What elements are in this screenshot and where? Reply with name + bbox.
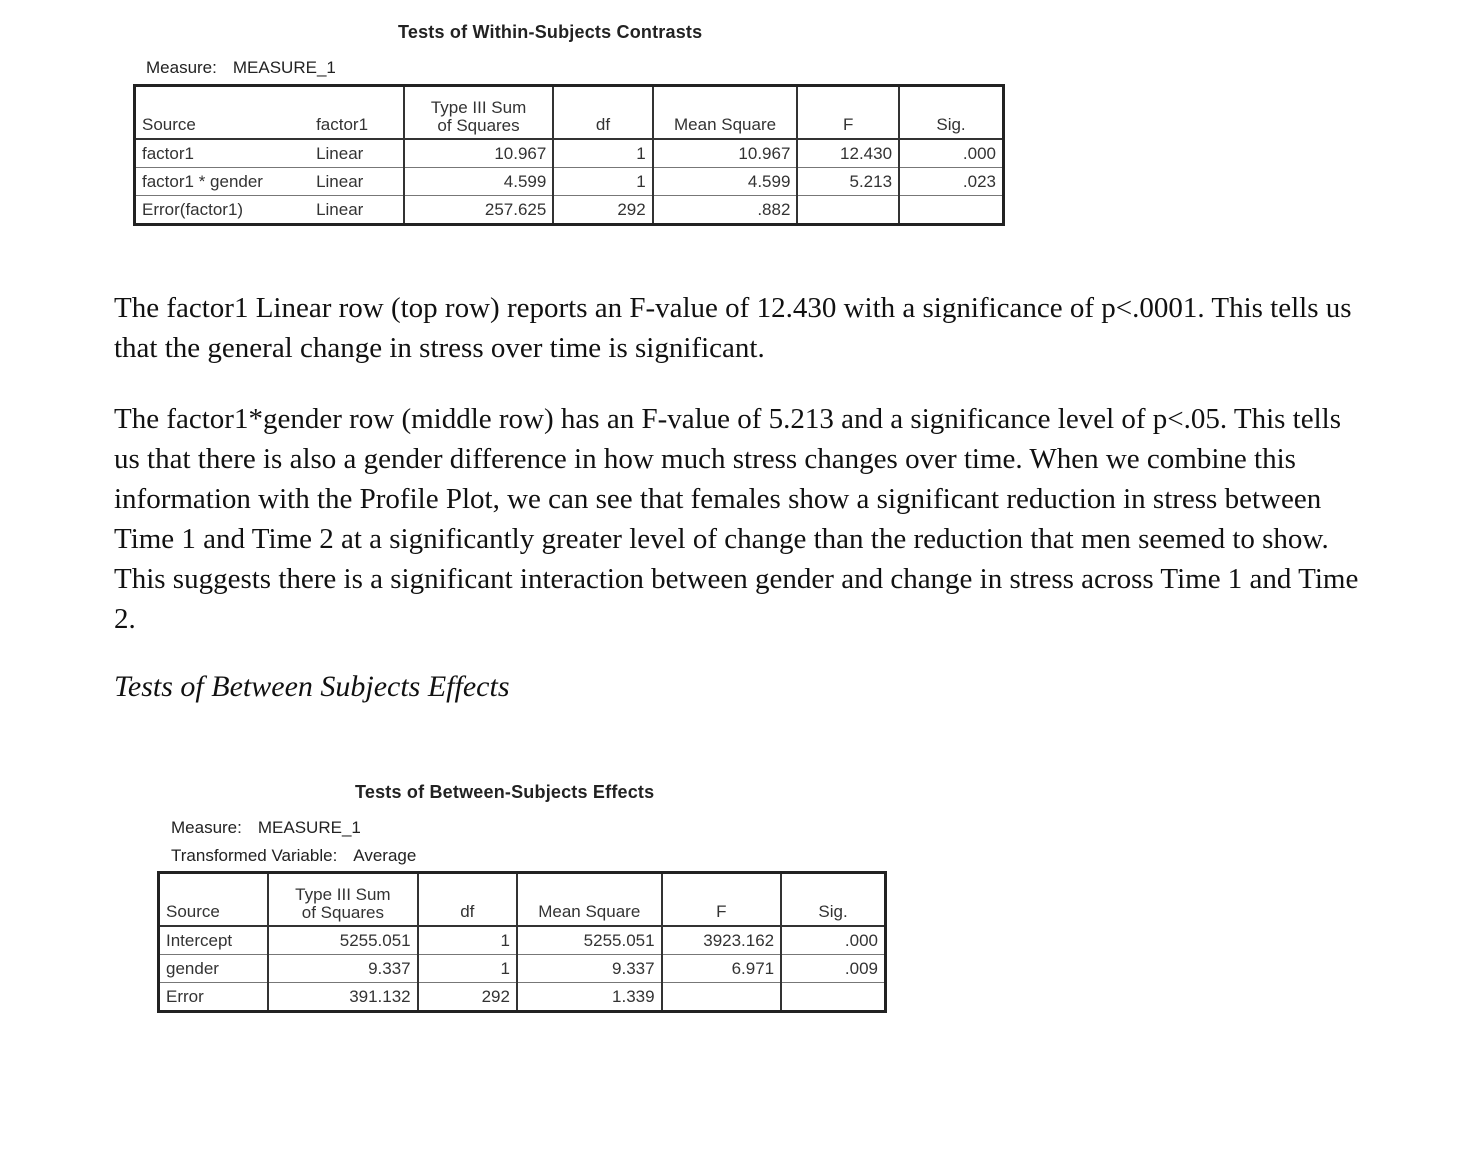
cell-ss: 391.132 <box>268 983 418 1012</box>
header-ss-line2: of Squares <box>301 903 384 922</box>
within-measure-line <box>146 58 336 78</box>
table-header-row <box>159 873 886 927</box>
cell-source: Intercept <box>159 926 269 955</box>
cell-factor: Linear <box>310 139 404 168</box>
measure-label: Measure: <box>171 818 242 837</box>
cell-ss: 5255.051 <box>268 926 418 955</box>
cell-ms: 5255.051 <box>517 926 662 955</box>
cell-df: 1 <box>418 926 517 955</box>
table-row <box>159 955 886 983</box>
header-df: df <box>418 873 517 927</box>
header-sum-of-squares <box>268 873 418 927</box>
table-row <box>135 168 1004 196</box>
header-sum-of-squares <box>404 86 554 140</box>
cell-df: 292 <box>418 983 517 1012</box>
table-row <box>135 196 1004 225</box>
cell-df: 1 <box>553 139 652 168</box>
cell-factor: Linear <box>316 200 364 219</box>
paragraph-factor1: The factor1 Linear row (top row) reports an F-value of 12.430 with a significance of p<.0001. This tells us that the general change in stress over time is significant. <box>114 292 1352 364</box>
transformed-variable-value: Average <box>353 846 417 865</box>
cell-sig: .000 <box>781 926 885 955</box>
cell-sig: .023 <box>899 168 1003 196</box>
header-factor: factor1 <box>310 86 404 140</box>
table-row <box>135 139 1004 168</box>
header-df: df <box>553 86 652 140</box>
header-source: Source <box>159 873 269 927</box>
within-subjects-table <box>133 84 1005 226</box>
paragraph-factor1-gender: The factor1*gender row (middle row) has an F-value of 5.213 and a significance level of p<.05. This tells us that there is also a gender difference in how much stress changes over time. When we combine this information with the Profile Plot, we can see that females show a significant reduction in stress between Time 1 and Time 2 at a significantly greater level of change than the reduction that men seemed to show. This suggests there is a significant interaction between gender and change in stress across Time 1 and Time 2. <box>114 403 1359 635</box>
cell-ss: 10.967 <box>404 139 554 168</box>
cell-source: gender <box>159 955 269 983</box>
cell-source: factor1 * gender <box>135 168 311 196</box>
header-f: F <box>662 873 782 927</box>
cell-ms: 9.337 <box>517 955 662 983</box>
cell-factor: Linear <box>310 168 404 196</box>
cell-f: 6.971 <box>662 955 782 983</box>
measure-value: MEASURE_1 <box>232 58 336 77</box>
cell-f <box>662 983 782 1012</box>
cell-f: 3923.162 <box>662 926 782 955</box>
cell-ss: 257.625 <box>404 196 554 225</box>
transformed-variable-label: Transformed Variable: <box>171 846 338 865</box>
header-f: F <box>797 86 899 140</box>
header-source: Source <box>135 86 311 140</box>
cell-ms: 10.967 <box>653 139 798 168</box>
measure-value: MEASURE_1 <box>257 818 361 837</box>
cell-df: 1 <box>418 955 517 983</box>
section-heading: Tests of Between Subjects Effects <box>114 670 510 703</box>
cell-ms: 4.599 <box>653 168 798 196</box>
cell-f: 5.213 <box>797 168 899 196</box>
header-ss-line2: of Squares <box>437 116 520 135</box>
between-subjects-table <box>157 871 887 1013</box>
cell-ss: 9.337 <box>268 955 418 983</box>
header-ss-line1: Type III Sum <box>430 98 527 117</box>
header-ss-line1: Type III Sum <box>295 885 391 904</box>
cell-sig <box>899 196 1003 225</box>
header-mean-square: Mean Square <box>653 86 798 140</box>
table-row <box>159 983 886 1012</box>
table-row <box>159 926 886 955</box>
cell-df: 1 <box>553 168 652 196</box>
measure-label: Measure: <box>146 58 217 77</box>
cell-sig <box>781 983 885 1012</box>
table-header-row <box>135 86 1004 140</box>
cell-ms: 1.339 <box>517 983 662 1012</box>
header-sig: Sig. <box>899 86 1003 140</box>
header-sig: Sig. <box>781 873 885 927</box>
cell-sig: .000 <box>899 139 1003 168</box>
cell-ms: .882 <box>653 196 798 225</box>
cell-f <box>797 196 899 225</box>
between-measure-line <box>171 818 361 838</box>
cell-sig: .009 <box>781 955 885 983</box>
cell-source: Error <box>166 987 204 1006</box>
cell-f: 12.430 <box>797 139 899 168</box>
cell-source: factor1 <box>135 139 311 168</box>
within-table-title: Tests of Within-Subjects Contrasts <box>398 22 703 42</box>
cell-source: Error(factor1) <box>142 200 244 219</box>
between-table-title: Tests of Between-Subjects Effects <box>355 782 655 802</box>
cell-df: 292 <box>553 196 652 225</box>
cell-ss: 4.599 <box>404 168 554 196</box>
header-mean-square: Mean Square <box>517 873 662 927</box>
transformed-variable-line <box>171 846 416 866</box>
